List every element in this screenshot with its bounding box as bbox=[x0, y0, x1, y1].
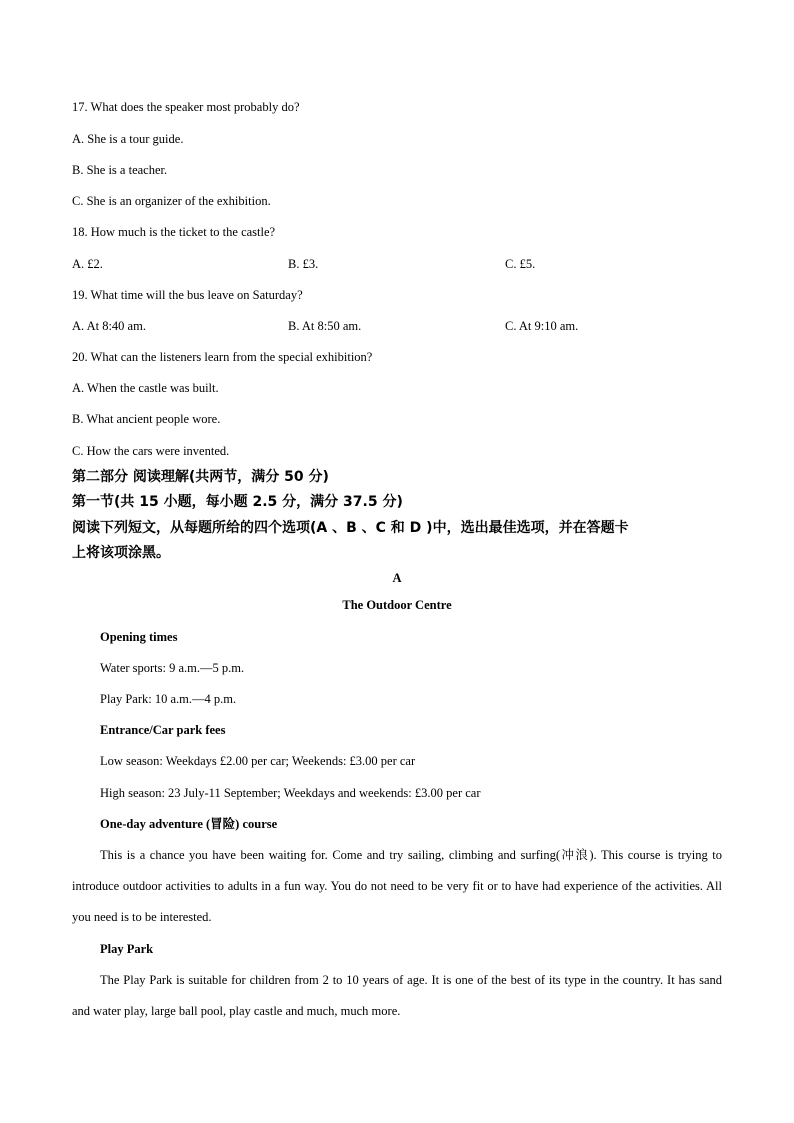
passage-letter: A bbox=[392, 571, 402, 585]
play-park-hours: Play Park: 10 a.m.—4 p.m. bbox=[100, 692, 237, 706]
play-park-text: The Play Park is suitable for children from 2 to 10 years of age. It is one of the best of its type in the country. It has sand and water play, large ball pool, play castle and much, much more. bbox=[72, 973, 722, 1018]
instructions-line-2: 上将该项涂黑。 bbox=[72, 545, 170, 561]
q17-option-a: A. She is a tour guide. bbox=[72, 132, 184, 146]
instructions-line-1: 阅读下列短文，从每题所给的四个选项(A 、B 、C 和 D )中，选出最佳选项，并在答题卡 bbox=[72, 520, 629, 536]
q19-option-b: B. At 8:50 am. bbox=[288, 319, 362, 333]
low-season-fee: Low season: Weekdays £2.00 per car; Weekends: £3.00 per car bbox=[100, 754, 416, 768]
adventure-text: This is a chance you have been waiting for. Come and try sailing, climbing and surfing(冲浪). This course is trying to introduce outdoor activities to adults in a fun way. You do not need to be very fit or to have had experience of the activities. All you need is to be interested. bbox=[72, 848, 722, 924]
play-park-paragraph bbox=[72, 965, 722, 1027]
adventure-paragraph bbox=[72, 840, 722, 933]
question-17: 17. What does the speaker most probably do? bbox=[72, 100, 300, 114]
q17-option-c: C. She is an organizer of the exhibition. bbox=[72, 194, 271, 208]
part-heading: 第二部分 阅读理解(共两节，满分 50 分) bbox=[72, 469, 329, 485]
water-sports-hours: Water sports: 9 a.m.—5 p.m. bbox=[100, 661, 245, 675]
high-season-fee: High season: 23 July-11 September; Weekdays and weekends: £3.00 per car bbox=[100, 786, 481, 800]
q20-option-b: B. What ancient people wore. bbox=[72, 412, 221, 426]
q18-option-b: B. £3. bbox=[288, 257, 319, 271]
q18-option-c: C. £5. bbox=[505, 257, 536, 271]
passage-title: The Outdoor Centre bbox=[342, 598, 452, 612]
play-park-heading: Play Park bbox=[100, 942, 154, 956]
q19-option-c: C. At 9:10 am. bbox=[505, 319, 579, 333]
question-18: 18. How much is the ticket to the castle? bbox=[72, 225, 276, 239]
opening-times-heading: Opening times bbox=[100, 630, 178, 644]
adventure-heading: One-day adventure (冒险) course bbox=[100, 817, 278, 831]
q18-option-a: A. £2. bbox=[72, 257, 103, 271]
q17-option-b: B. She is a teacher. bbox=[72, 163, 168, 177]
question-20: 20. What can the listeners learn from the special exhibition? bbox=[72, 350, 373, 364]
q19-option-a: A. At 8:40 am. bbox=[72, 319, 146, 333]
fees-heading: Entrance/Car park fees bbox=[100, 723, 226, 737]
q20-option-a: A. When the castle was built. bbox=[72, 381, 219, 395]
question-19: 19. What time will the bus leave on Saturday? bbox=[72, 288, 303, 302]
section-heading: 第一节(共 15 小题，每小题 2.5 分，满分 37.5 分) bbox=[72, 494, 403, 510]
q20-option-c: C. How the cars were invented. bbox=[72, 444, 230, 458]
